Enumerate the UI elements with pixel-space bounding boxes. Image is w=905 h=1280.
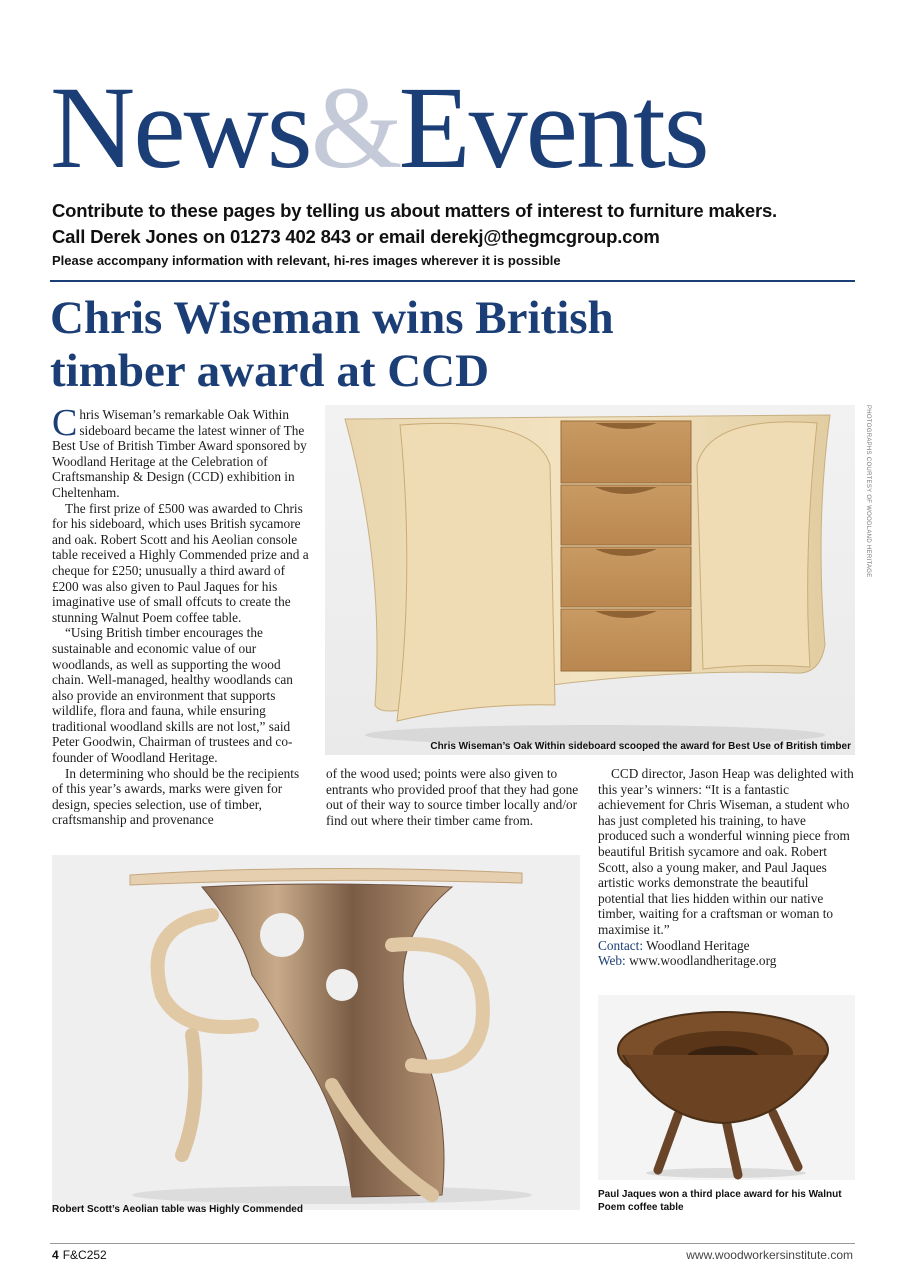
paragraph-1 xyxy=(52,402,312,501)
paragraph-3: “Using British timber encourages the sustainable and economic value of our woodlands, as well as supporting the wood chain. Well-managed, healthy woodlands can also provide an environment that supports wildlife, flora and fauna, while ensuring traditional woodland skills are not lost,” said Peter Goodwin, Chairman of trustees and co-founder of Woodland Heritage. xyxy=(52,625,293,766)
aeolian-table-photo xyxy=(52,855,580,1210)
table-caption: Robert Scott’s Aeolian table was Highly Commended xyxy=(52,1204,303,1215)
photo-credit xyxy=(862,405,871,578)
sideboard-illustration xyxy=(325,405,855,755)
web-link[interactable]: www.woodlandheritage.org xyxy=(629,953,777,969)
photo-credit-text: PHOTOGRAPHS COURTESY OF WOODLAND HERITAGE xyxy=(865,405,871,578)
article-headline: Chris Wiseman wins British timber award at CCD xyxy=(50,292,614,397)
contact-line xyxy=(598,938,856,954)
article-column-1 xyxy=(52,402,312,828)
bowl-caption: Paul Jaques won a third place award for his Walnut Poem coffee table xyxy=(598,1189,842,1213)
aeolian-table-illustration xyxy=(52,855,580,1210)
masthead-news: News xyxy=(50,62,311,193)
contact-label: Contact: xyxy=(598,937,644,953)
page-number: 4 xyxy=(52,1248,59,1262)
paragraph-5: CCD director, Jason Heap was delighted with this year’s winners: “It is a fantastic achievement for Chris Wiseman, a student who has just completed his training, to have produced such a wonderful winning piece from beautiful British sycamore and oak. Robert Scott, also a young maker, and Paul Jaques artistic works demonstrate the beautiful potential that lies hidden within our native timber, waiting for a craftsman or woman to maximise it.” xyxy=(598,766,854,937)
paragraph-4: In determining who should be the recipients of this year’s awards, marks were given for design, species selection, use of timber, craftsmanship and provenance xyxy=(52,765,300,828)
intro-contribute: Contribute to these pages by telling us about matters of interest to furniture makers. xyxy=(52,200,777,221)
walnut-poem-illustration xyxy=(598,995,855,1180)
drop-cap: C xyxy=(52,402,78,444)
paragraph-2: The first prize of £500 was awarded to Chris for his sideboard, which uses British sycamore and oak. Robert Scott and his Aeolian console table received a Highly Commended prize and a cheque for £250; unusually a third award of £200 was also given to Paul Jaques for his imaginative use of small offcuts to create the stunning Walnut Poem coffee table. xyxy=(52,500,309,625)
contact-value: Woodland Heritage xyxy=(646,937,750,953)
footer-divider xyxy=(50,1243,855,1244)
walnut-poem-photo xyxy=(598,995,855,1180)
footer-page-info xyxy=(52,1248,107,1262)
sideboard-photo xyxy=(325,405,855,755)
masthead-title xyxy=(50,62,708,193)
paragraph-4-continued: of the wood used; points were also given to entrants who provided proof that they had gone out of their way to source timber locally and/or find out where their timber came from. xyxy=(326,766,579,828)
article-column-3 xyxy=(598,766,856,969)
article-column-2 xyxy=(326,766,581,828)
paragraph-1-text: hris Wiseman’s remarkable Oak Within sideboard became the latest winner of The Best Use of British Timber Award sponsored by Woodland Heritage at the Celebration of Craftsmanship & Design (CCD) exhibition in Cheltenham. xyxy=(52,407,307,500)
issue-number: F&C252 xyxy=(62,1248,107,1262)
web-label: Web: xyxy=(598,953,626,969)
masthead-ampersand: & xyxy=(310,62,399,193)
footer-website[interactable]: www.woodworkersinstitute.com xyxy=(686,1248,853,1262)
web-line xyxy=(598,953,856,969)
intro-contact-line: Call Derek Jones on 01273 402 843 or email derekj@thegmcgroup.com xyxy=(52,226,660,247)
masthead-events: Events xyxy=(398,62,708,193)
intro-images-note: Please accompany information with relevant, hi-res images wherever it is possible xyxy=(52,253,561,268)
header-divider xyxy=(50,280,855,282)
sideboard-caption: Chris Wiseman’s Oak Within sideboard scooped the award for Best Use of British timber xyxy=(430,741,851,752)
